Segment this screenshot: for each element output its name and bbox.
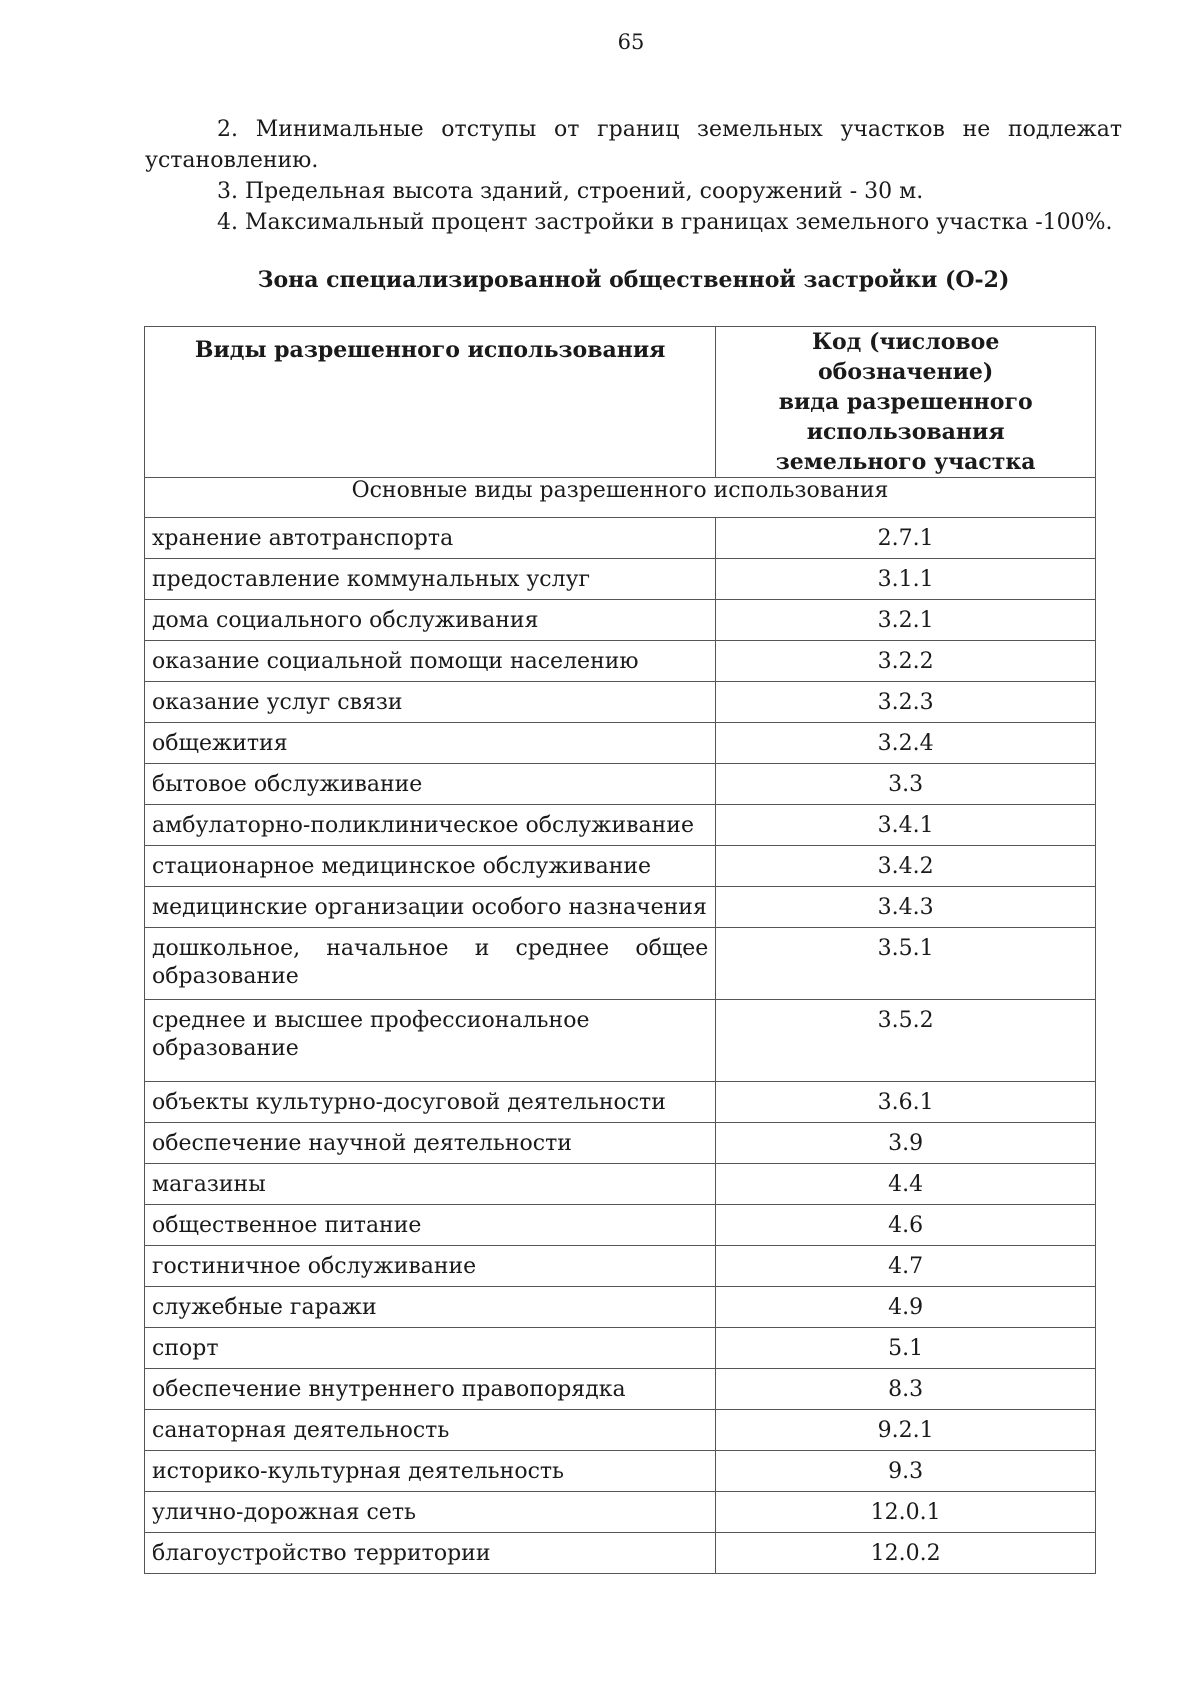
table-row	[145, 1000, 1096, 1082]
table-row	[145, 764, 1096, 805]
use-code: 3.2.4	[716, 723, 1096, 764]
table-row	[145, 559, 1096, 600]
use-code: 3.4.2	[716, 846, 1096, 887]
use-code: 12.0.2	[716, 1533, 1096, 1574]
use-name: объекты культурно-досуговой деятельности	[145, 1082, 716, 1123]
table-row	[145, 1164, 1096, 1205]
use-name: бытовое обслуживание	[145, 764, 716, 805]
paragraph-min-setbacks: 2. Минимальные отступы от границ земельных участков не подлежат установлению.	[145, 117, 1122, 173]
header-code-line: вида разрешенного	[778, 389, 1033, 415]
use-name: гостиничное обслуживание	[145, 1246, 716, 1287]
use-name-line: образование	[152, 964, 299, 989]
table-header-row	[145, 327, 1096, 478]
use-name: хранение автотранспорта	[145, 518, 716, 559]
table-row	[145, 518, 1096, 559]
paragraph-max-height: 3. Предельная высота зданий, строений, сооружений - 30 м.	[217, 179, 924, 204]
table-row	[145, 1287, 1096, 1328]
section-row	[145, 478, 1096, 518]
table-row	[145, 1533, 1096, 1574]
use-code: 3.1.1	[716, 559, 1096, 600]
use-name	[145, 928, 716, 1000]
use-code: 4.9	[716, 1287, 1096, 1328]
body-text	[145, 114, 1122, 238]
use-code: 3.5.1	[716, 928, 1096, 1000]
table-row	[145, 1328, 1096, 1369]
use-name-line: дошкольное, начальное и среднее общее	[152, 936, 709, 961]
table-row	[145, 1123, 1096, 1164]
table-row	[145, 1410, 1096, 1451]
table-row	[145, 723, 1096, 764]
use-code: 3.4.1	[716, 805, 1096, 846]
table-row	[145, 682, 1096, 723]
table-row	[145, 846, 1096, 887]
use-name-line: образование	[152, 1036, 299, 1061]
table-row	[145, 600, 1096, 641]
use-code: 3.5.2	[716, 1000, 1096, 1082]
use-name: санаторная деятельность	[145, 1410, 716, 1451]
section-title: Основные виды разрешенного использования	[145, 478, 1096, 518]
use-code: 3.6.1	[716, 1082, 1096, 1123]
page-number: 65	[617, 30, 645, 54]
table-row	[145, 1492, 1096, 1533]
use-code: 9.2.1	[716, 1410, 1096, 1451]
use-name: общественное питание	[145, 1205, 716, 1246]
use-code: 3.3	[716, 764, 1096, 805]
use-name: стационарное медицинское обслуживание	[145, 846, 716, 887]
table-row	[145, 887, 1096, 928]
use-name: амбулаторно-поликлиническое обслуживание	[145, 805, 716, 846]
use-name: общежития	[145, 723, 716, 764]
permitted-use-table	[144, 326, 1096, 1574]
use-name: обеспечение внутреннего правопорядка	[145, 1369, 716, 1410]
use-name: оказание услуг связи	[145, 682, 716, 723]
table-row	[145, 1205, 1096, 1246]
use-code: 3.9	[716, 1123, 1096, 1164]
table-row	[145, 1082, 1096, 1123]
use-code: 12.0.1	[716, 1492, 1096, 1533]
table-row	[145, 928, 1096, 1000]
use-name: спорт	[145, 1328, 716, 1369]
table-row	[145, 805, 1096, 846]
use-name: историко-культурная деятельность	[145, 1451, 716, 1492]
use-name: предоставление коммунальных услуг	[145, 559, 716, 600]
use-name: улично-дорожная сеть	[145, 1492, 716, 1533]
use-name: магазины	[145, 1164, 716, 1205]
use-code: 8.3	[716, 1369, 1096, 1410]
use-code: 2.7.1	[716, 518, 1096, 559]
use-code: 4.6	[716, 1205, 1096, 1246]
use-code: 3.2.2	[716, 641, 1096, 682]
use-name: медицинские организации особого назначения	[145, 887, 716, 928]
use-code: 3.2.1	[716, 600, 1096, 641]
use-code: 3.2.3	[716, 682, 1096, 723]
table-row	[145, 1451, 1096, 1492]
header-code	[716, 327, 1096, 478]
use-code: 3.4.3	[716, 887, 1096, 928]
header-code-line: земельного участка	[775, 449, 1036, 475]
use-name: оказание социальной помощи населению	[145, 641, 716, 682]
use-code: 4.4	[716, 1164, 1096, 1205]
use-name: благоустройство территории	[145, 1533, 716, 1574]
use-name-line: среднее и высшее профессиональное	[152, 1008, 590, 1033]
use-name: дома социального обслуживания	[145, 600, 716, 641]
use-name	[145, 1000, 716, 1082]
use-code: 5.1	[716, 1328, 1096, 1369]
use-name: обеспечение научной деятельности	[145, 1123, 716, 1164]
table-row	[145, 1369, 1096, 1410]
use-name: служебные гаражи	[145, 1287, 716, 1328]
use-code: 4.7	[716, 1246, 1096, 1287]
table-row	[145, 1246, 1096, 1287]
header-use-types: Виды разрешенного использования	[145, 327, 716, 478]
header-code-line: Код (числовое обозначение)	[811, 329, 1000, 385]
header-code-line: использования	[806, 419, 1005, 445]
zone-title: Зона специализированной общественной застройки (О-2)	[257, 267, 1010, 293]
paragraph-max-coverage: 4. Максимальный процент застройки в границах земельного участка -100%.	[217, 210, 1113, 235]
table-row	[145, 641, 1096, 682]
use-code: 9.3	[716, 1451, 1096, 1492]
